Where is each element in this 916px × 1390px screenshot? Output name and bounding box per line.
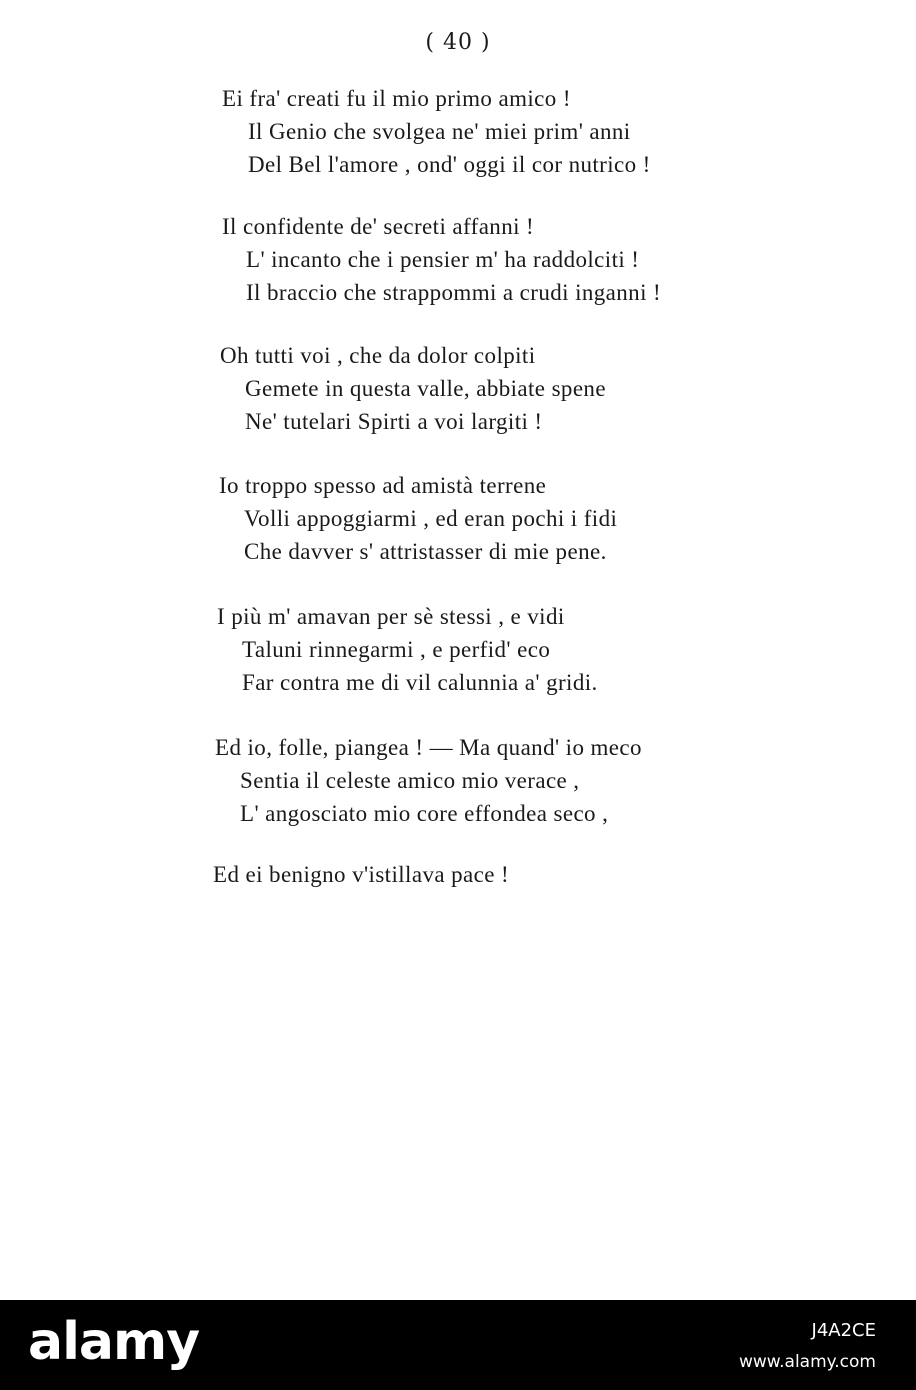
poem-line: Il confidente de' secreti affanni ! (222, 214, 535, 239)
poem-line: Io troppo spesso ad amistà terrene (219, 473, 547, 498)
page-number: ( 40 ) (425, 30, 491, 55)
poem-line: Del Bel l'amore , ond' oggi il cor nutrico ! (248, 152, 651, 177)
poem-line: I più m' amavan per sè stessi , e vidi (217, 604, 565, 629)
poem-line: L' incanto che i pensier m' ha raddolciti ! (246, 247, 640, 272)
poem-line: Sentia il celeste amico mio verace , (240, 768, 580, 793)
poem-line: Ei fra' creati fu il mio primo amico ! (222, 86, 571, 111)
poem-line: Taluni rinnegarmi , e perfid' eco (242, 637, 551, 662)
poem-line: Gemete in questa valle, abbiate spene (245, 376, 606, 401)
poem-line: Far contra me di vil calunnia a' gridi. (242, 670, 598, 695)
poem-line: Ne' tutelari Spirti a voi largiti ! (245, 409, 543, 434)
poem-line: Il braccio che strappommi a crudi inganni ! (246, 280, 662, 305)
poem-line: Che davver s' attristasser di mie pene. (244, 539, 607, 564)
stock-url: www.alamy.com (738, 1352, 876, 1372)
poem-line: Ed ei benigno v'istillava pace ! (213, 862, 510, 887)
stock-id: J4A2CE (811, 1320, 876, 1341)
alamy-logo: alamy (28, 1312, 200, 1372)
poem-line: Oh tutti voi , che da dolor colpiti (220, 343, 536, 368)
poem-line: Il Genio che svolgea ne' miei prim' anni (248, 119, 631, 144)
poem-line: L' angosciato mio core effondea seco , (240, 801, 609, 826)
poem-line: Ed io, folle, piangea ! — Ma quand' io meco (215, 735, 642, 760)
poem-line: Volli appoggiarmi , ed eran pochi i fidi (244, 506, 618, 531)
watermark-footer (0, 1300, 916, 1390)
